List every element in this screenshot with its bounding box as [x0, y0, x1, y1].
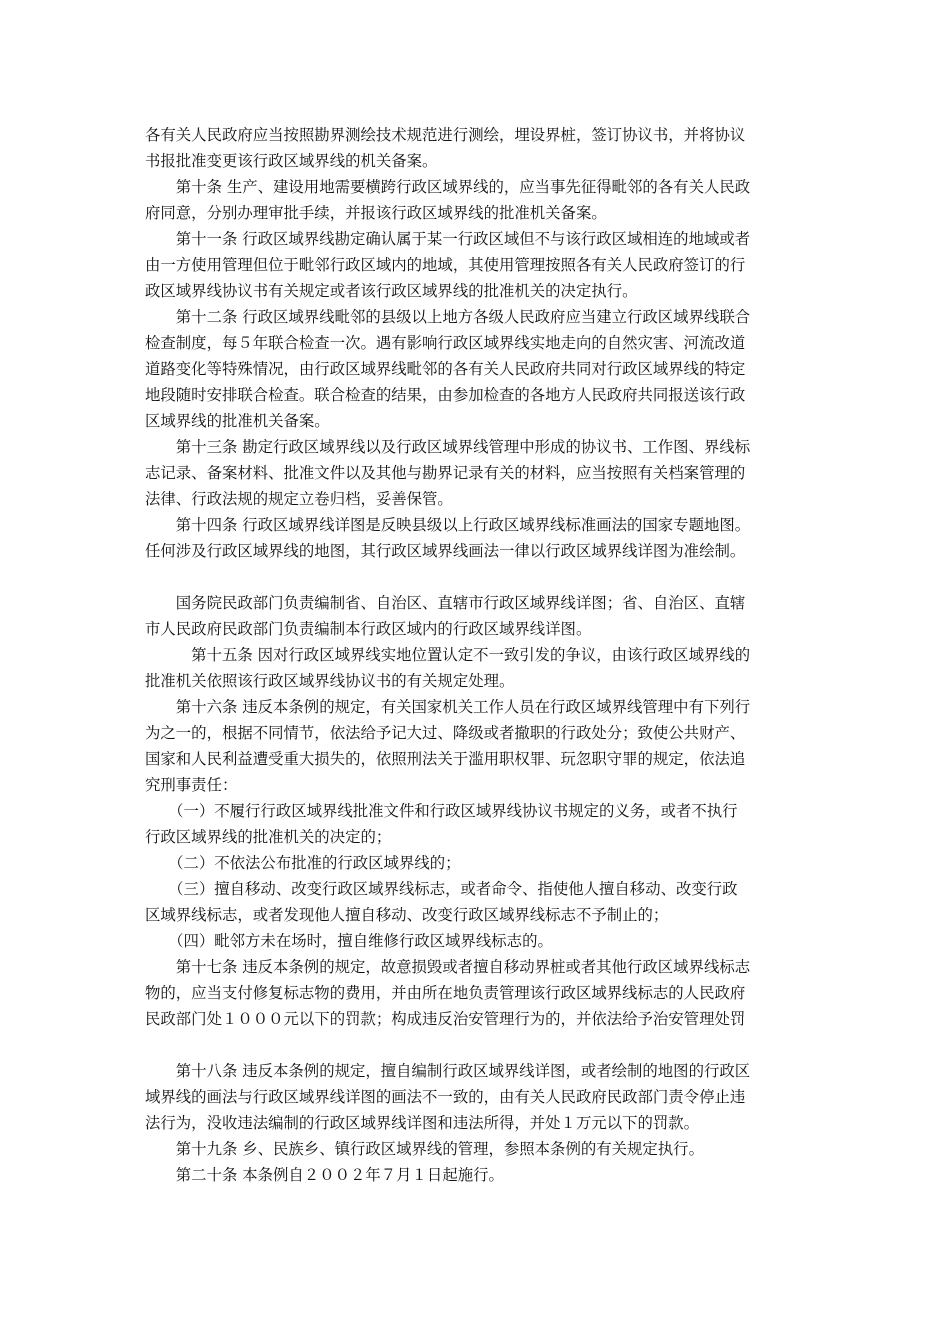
document-line: 政区域界线协议书有关规定或者该行政区域界线的批准机关的决定执行。: [145, 282, 638, 300]
document-line: 道路变化等特殊情况，由行政区域界线毗邻的各有关人民政府共同对行政区域界线的特定: [145, 360, 746, 378]
document-line: 第十四条 行政区域界线详图是反映县级以上行政区域界线标准画法的国家专题地图。: [145, 516, 751, 534]
document-line: 第十三条 勘定行政区域界线以及行政区域界线管理中形成的协议书、工作图、界线标: [145, 438, 751, 456]
document-line: （二）不依法公布批准的行政区域界线的；: [145, 854, 461, 872]
document-line: 志记录、备案材料、批准文件以及其他与勘界记录有关的材料，应当按照有关档案管理的: [145, 464, 746, 482]
document-body: [145, 122, 810, 1188]
document-line: 第十七条 违反本条例的规定，故意损毁或者擅自移动界桩或者其他行政区域界线标志: [145, 958, 751, 976]
document-line: 第十五条 因对行政区域界线实地位置认定不一致引发的争议，由该行政区域界线的: [145, 646, 751, 664]
document-line: 民政部门处１０００元以下的罚款；构成违反治安管理行为的，并依法给予治安管理处罚: [145, 1010, 746, 1028]
document-line: 第十二条 行政区域界线毗邻的县级以上地方各级人民政府应当建立行政区域界线联合: [145, 308, 751, 326]
blank-line: [145, 564, 810, 590]
document-line: （四）毗邻方未在场时，擅自维修行政区域界线标志的。: [145, 932, 553, 950]
document-line: 第十八条 违反本条例的规定，擅自编制行政区域界线详图，或者绘制的地图的行政区: [145, 1062, 751, 1080]
document-line: 域界线的画法与行政区域界线详图的画法不一致的，由有关人民政府民政部门责令停止违: [145, 1088, 746, 1106]
document-line: 市人民政府民政部门负责编制本行政区域内的行政区域界线详图。: [145, 620, 592, 638]
document-line: 区域界线的批准机关备案。: [145, 412, 330, 430]
document-line: 究刑事责任：: [145, 776, 238, 794]
document-line: 地段随时安排联合检查。联合检查的结果，由参加检查的各地方人民政府共同报送该行政: [145, 386, 746, 404]
document-line: 第十六条 违反本条例的规定，有关国家机关工作人员在行政区域界线管理中有下列行: [145, 698, 751, 716]
document-line: 物的，应当支付修复标志物的费用，并由所在地负责管理该行政区域界线标志的人民政府: [145, 984, 746, 1002]
document-line: 检查制度，每５年联合检查一次。遇有影响行政区域界线实地走向的自然灾害、河流改道: [145, 334, 746, 352]
document-line: 府同意，分别办理审批手续，并报该行政区域界线的批准机关备案。: [145, 204, 607, 222]
document-line: 各有关人民政府应当按照勘界测绘技术规范进行测绘，埋设界桩，签订协议书，并将协议: [145, 126, 746, 144]
document-line: 第十九条 乡、民族乡、镇行政区域界线的管理，参照本条例的有关规定执行。: [145, 1140, 704, 1158]
document-line: 法行为，没收违法编制的行政区域界线详图和违法所得，并处１万元以下的罚款。: [145, 1114, 700, 1132]
document-line: （一）不履行行政区域界线批准文件和行政区域界线协议书规定的义务，或者不执行: [145, 802, 738, 820]
document-line: 法律、行政法规的规定立卷归档，妥善保管。: [145, 490, 453, 508]
blank-line: [145, 1032, 810, 1058]
document-line: 批准机关依照该行政区域界线协议书的有关规定处理。: [145, 672, 515, 690]
document-line: 任何涉及行政区域界线的地图，其行政区域界线画法一律以行政区域界线详图为准绘制。: [145, 542, 746, 560]
document-line: 国务院民政部门负责编制省、自治区、直辖市行政区域界线详图；省、自治区、直辖: [145, 594, 746, 612]
document-line: 为之一的，根据不同情节，依法给予记大过、降级或者撤职的行政处分；致使公共财产、: [145, 724, 746, 742]
document-line: 书报批准变更该行政区域界线的机关备案。: [145, 152, 438, 170]
document-line: 区域界线标志，或者发现他人擅自移动、改变行政区域界线标志不予制止的；: [145, 906, 669, 924]
document-line: 行政区域界线的批准机关的决定的；: [145, 828, 392, 846]
document-line: 由一方使用管理但位于毗邻行政区域内的地域，其使用管理按照各有关人民政府签订的行: [145, 256, 746, 274]
document-line: （三）擅自移动、改变行政区域界线标志，或者命令、指使他人擅自移动、改变行政: [145, 880, 738, 898]
document-line: 第十条 生产、建设用地需要横跨行政区域界线的，应当事先征得毗邻的各有关人民政: [145, 178, 751, 196]
document-line: 第二十条 本条例自２００２年７月１日起施行。: [145, 1166, 504, 1184]
document-line: 第十一条 行政区域界线勘定确认属于某一行政区域但不与该行政区域相连的地域或者: [145, 230, 751, 248]
document-line: 国家和人民利益遭受重大损失的，依照刑法关于滥用职权罪、玩忽职守罪的规定，依法追: [145, 750, 746, 768]
